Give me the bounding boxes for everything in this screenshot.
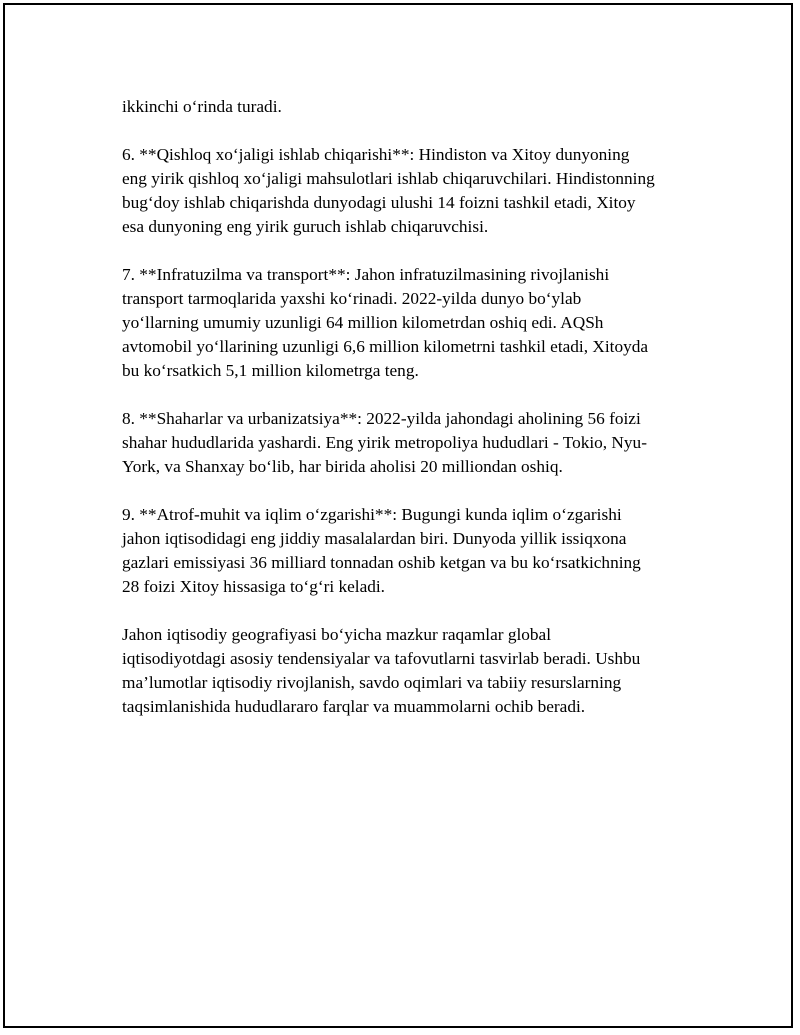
- paragraph-infrastructure: 7. **Infratuzilma va transport**: Jahon infratuzilmasining rivojlanishi transport tarmoqlarida yaxshi ko‘rinadi. 2022-yilda dunyo bo‘ylab yo‘llarning umumiy uzunligi 64 million kilometrdan oshiq edi. AQSh avtomobil yo‘llarining uzunligi 6,6 million kilometrni tashkil etadi, Xitoyda bu ko‘rsatkich 5,1 million kilometrga teng.: [122, 265, 649, 380]
- paragraph-agriculture: 6. **Qishloq xo‘jaligi ishlab chiqarishi**: Hindiston va Xitoy dunyoning eng yirik qishloq xo‘jaligi mahsulotlari ishlab chiqaruvchilari. Hindistonning bug‘doy ishlab chiqarishda dunyodagi ulushi 14 foizni tashkil etadi, Xitoy esa dunyoning eng yirik guruch ishlab chiqaruvchisi.: [122, 145, 655, 236]
- paragraph-urbanization: 8. **Shaharlar va urbanizatsiya**: 2022-yilda jahondagi aholining 56 foizi shahar hududlarida yashardi. Eng yirik metropoliya hududlari - Tokio, Nyu- York, va Shanxay bo‘lib, har birida aholisi 20 milliondan oshiq.: [122, 409, 647, 476]
- paragraph-continuation: ikkinchi o‘rinda turadi.: [122, 97, 282, 116]
- paragraph-climate: 9. **Atrof-muhit va iqlim o‘zgarishi**: Bugungi kunda iqlim o‘zgarishi jahon iqtisodidagi eng jiddiy masalalardan biri. Dunyoda yillik issiqxona gazlari emissiyasi 36 milliard tonnadan oshib ketgan va bu ko‘rsatkichning 28 foizi Xitoy hissasiga to‘g‘ri keladi.: [122, 505, 641, 596]
- paragraph-conclusion: Jahon iqtisodiy geografiyasi bo‘yicha mazkur raqamlar global iqtisodiyotdagi asosiy tendensiyalar va tafovutlarni tasvirlab beradi. Ushbu ma’lumotlar iqtisodiy rivojlanish, savdo oqimlari va tabiiy resurslarning taqsimlanishida hududlararo farqlar va muammolarni ochib beradi.: [122, 625, 641, 716]
- page-content: [122, 95, 697, 743]
- page-frame: [3, 3, 793, 1028]
